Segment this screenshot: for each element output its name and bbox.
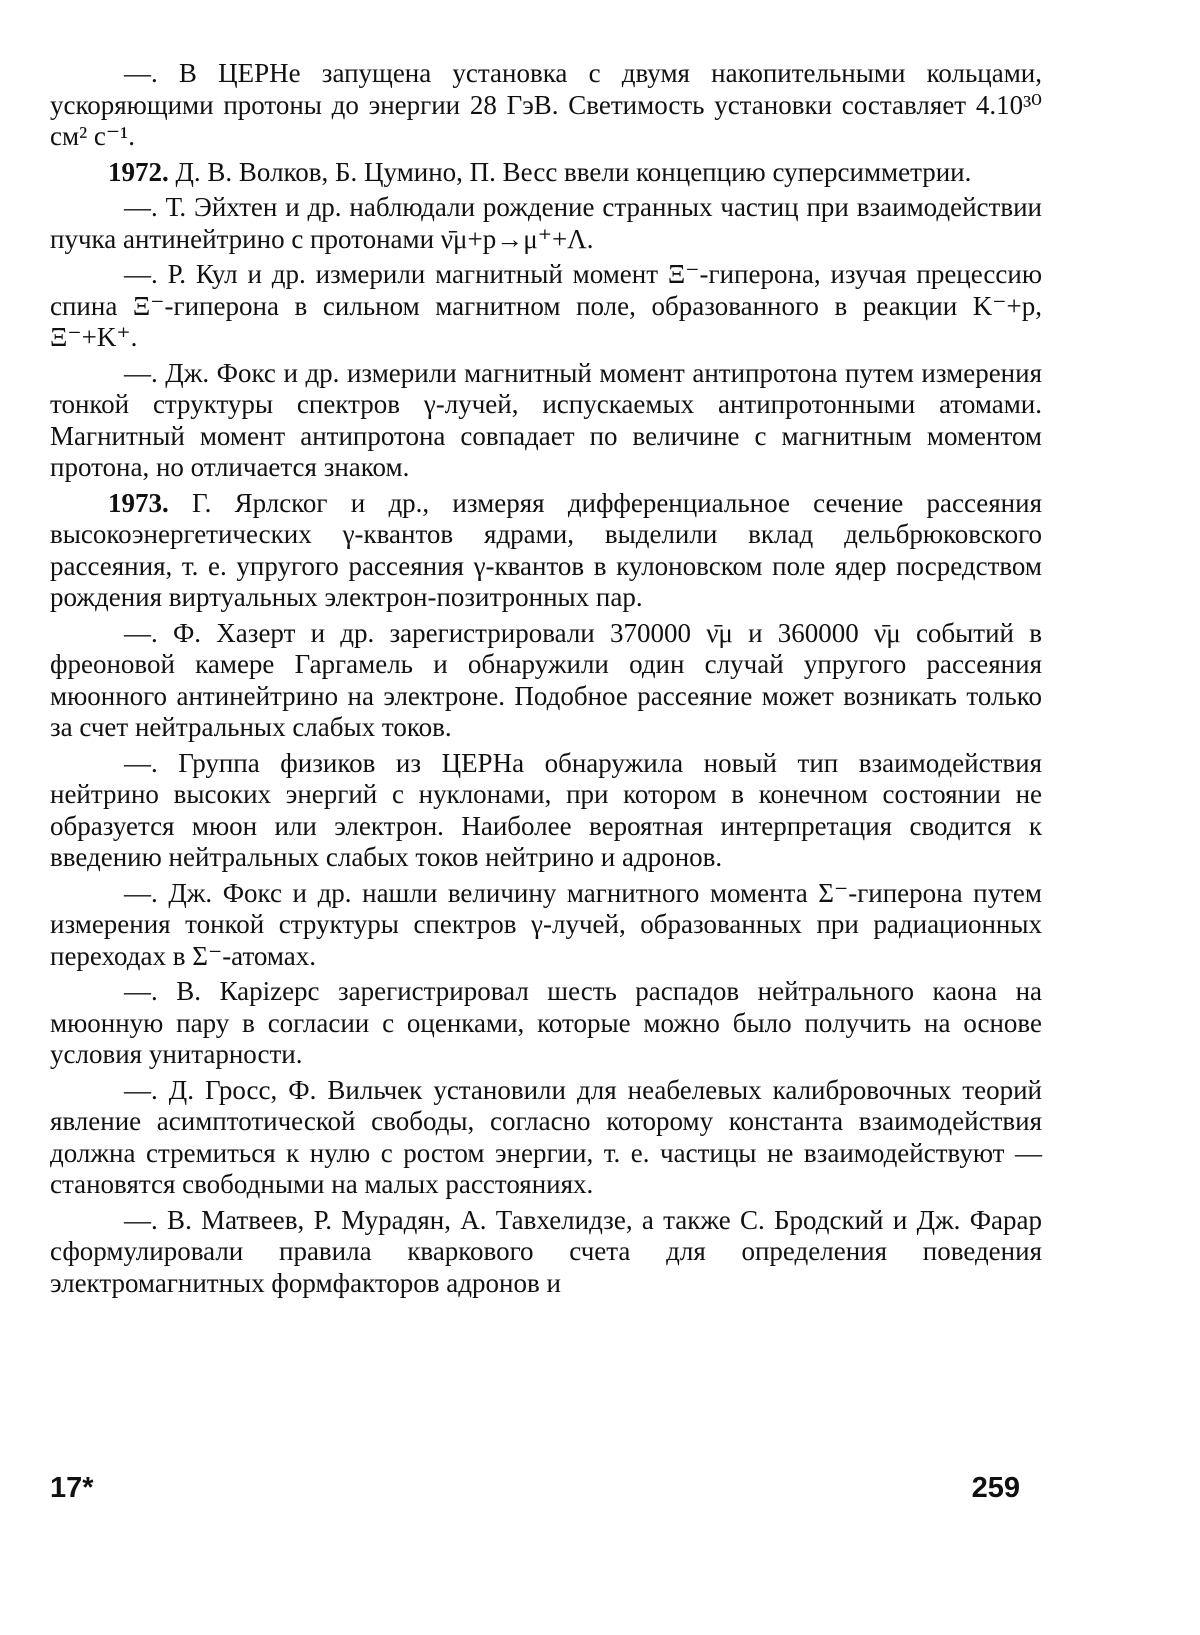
entry-8: —. Группа физиков из ЦЕРНа обнаружила новый тип взаимодействия нейтрино высоких энергий с нуклонами, при котором в конечном состоянии не образуется мюон или электрон. Наиболее вероятная интерпретация сводится к введению нейтральных слабых токов нейтрино и адронов. [50,747,1042,872]
entry-3: —. Т. Эйхтен и др. наблюдали рождение странных частиц при взаимодействии пучка антинейтрино с протонами ν̄μ+p→μ⁺+Λ. [50,192,1042,254]
entry-year: 1972. [108,156,169,187]
entry-year: 1973. [108,487,169,518]
entry-11: —. Д. Гросс, Ф. Вильчек установили для неабелевых калибровочных теорий явление асимптотической свободы, согласно которому константа взаимодействия должна стремиться к нулю с ростом энергии, т. е. частицы не взаимодействуют — становятся свободными на малых расстояниях. [50,1074,1042,1199]
entry-10: —. В. Карizерс зарегистрировал шесть распадов нейтрального каона на мюонную пару в согласии с оценками, которые можно было получить на основе условия унитарности. [50,976,1042,1069]
entry-1: —. В ЦЕРНе запущена установка с двумя накопительными кольцами, ускоряющими протоны до энергии 28 ГэВ. Светимость установки составляет 4.10³⁰ см² с⁻¹. [50,58,1042,151]
entry-6: 1973. Г. Ярлског и др., измеряя дифференциальное сечение рассеяния высокоэнергетических γ-квантов ядрами, выделили вклад дельбрюковского рассеяния, т. е. упругого рассеяния γ-квантов в кулоновском поле ядер посредством рождения виртуальных электрон-позитронных пар. [50,487,1042,612]
page-text [50,58,1042,1299]
signature-mark: 17* [50,1472,94,1504]
entry-5: —. Дж. Фокс и др. измерили магнитный момент антипротона путем измерения тонкой структуры спектров γ-лучей, испускаемых антипротонными атомами. Магнитный момент антипротона совпадает по величине с магнитным моментом протона, но отличается знаком. [50,357,1042,482]
entry-2: 1972. Д. В. Волков, Б. Цумино, П. Весс ввели концепцию суперсимметрии. [108,156,972,187]
entry-9: —. Дж. Фокс и др. нашли величину магнитного момента Σ⁻-гиперона путем измерения тонкой структуры спектров γ-лучей, образованных при радиационных переходах в Σ⁻-атомах. [50,877,1042,971]
entry-4: —. Р. Кул и др. измерили магнитный момент Ξ⁻-гиперона, изучая прецессию спина Ξ⁻-гиперона в сильном магнитном поле, образованного в реакции K⁻+p, Ξ⁻+K⁺. [50,259,1042,352]
entry-7: —. Ф. Хазерт и др. зарегистрировали 370000 ν̄μ и 360000 ν̄μ событий в фреоновой камере Гаргамель и обнаружили один случай упругого рассеяния мюонного антинейтрино на электроне. Подобное рассеяние может возникать только за счет нейтральных слабых токов. [50,617,1042,742]
page-footer [50,1472,1020,1505]
entry-12: —. В. Матвеев, Р. Мурадян, А. Тавхелидзе, а также С. Бродский и Дж. Фарар сформулировали правила кваркового счета для определения поведения электромагнитных формфакторов адронов и [50,1204,1042,1298]
page-number: 259 [971,1472,1020,1504]
